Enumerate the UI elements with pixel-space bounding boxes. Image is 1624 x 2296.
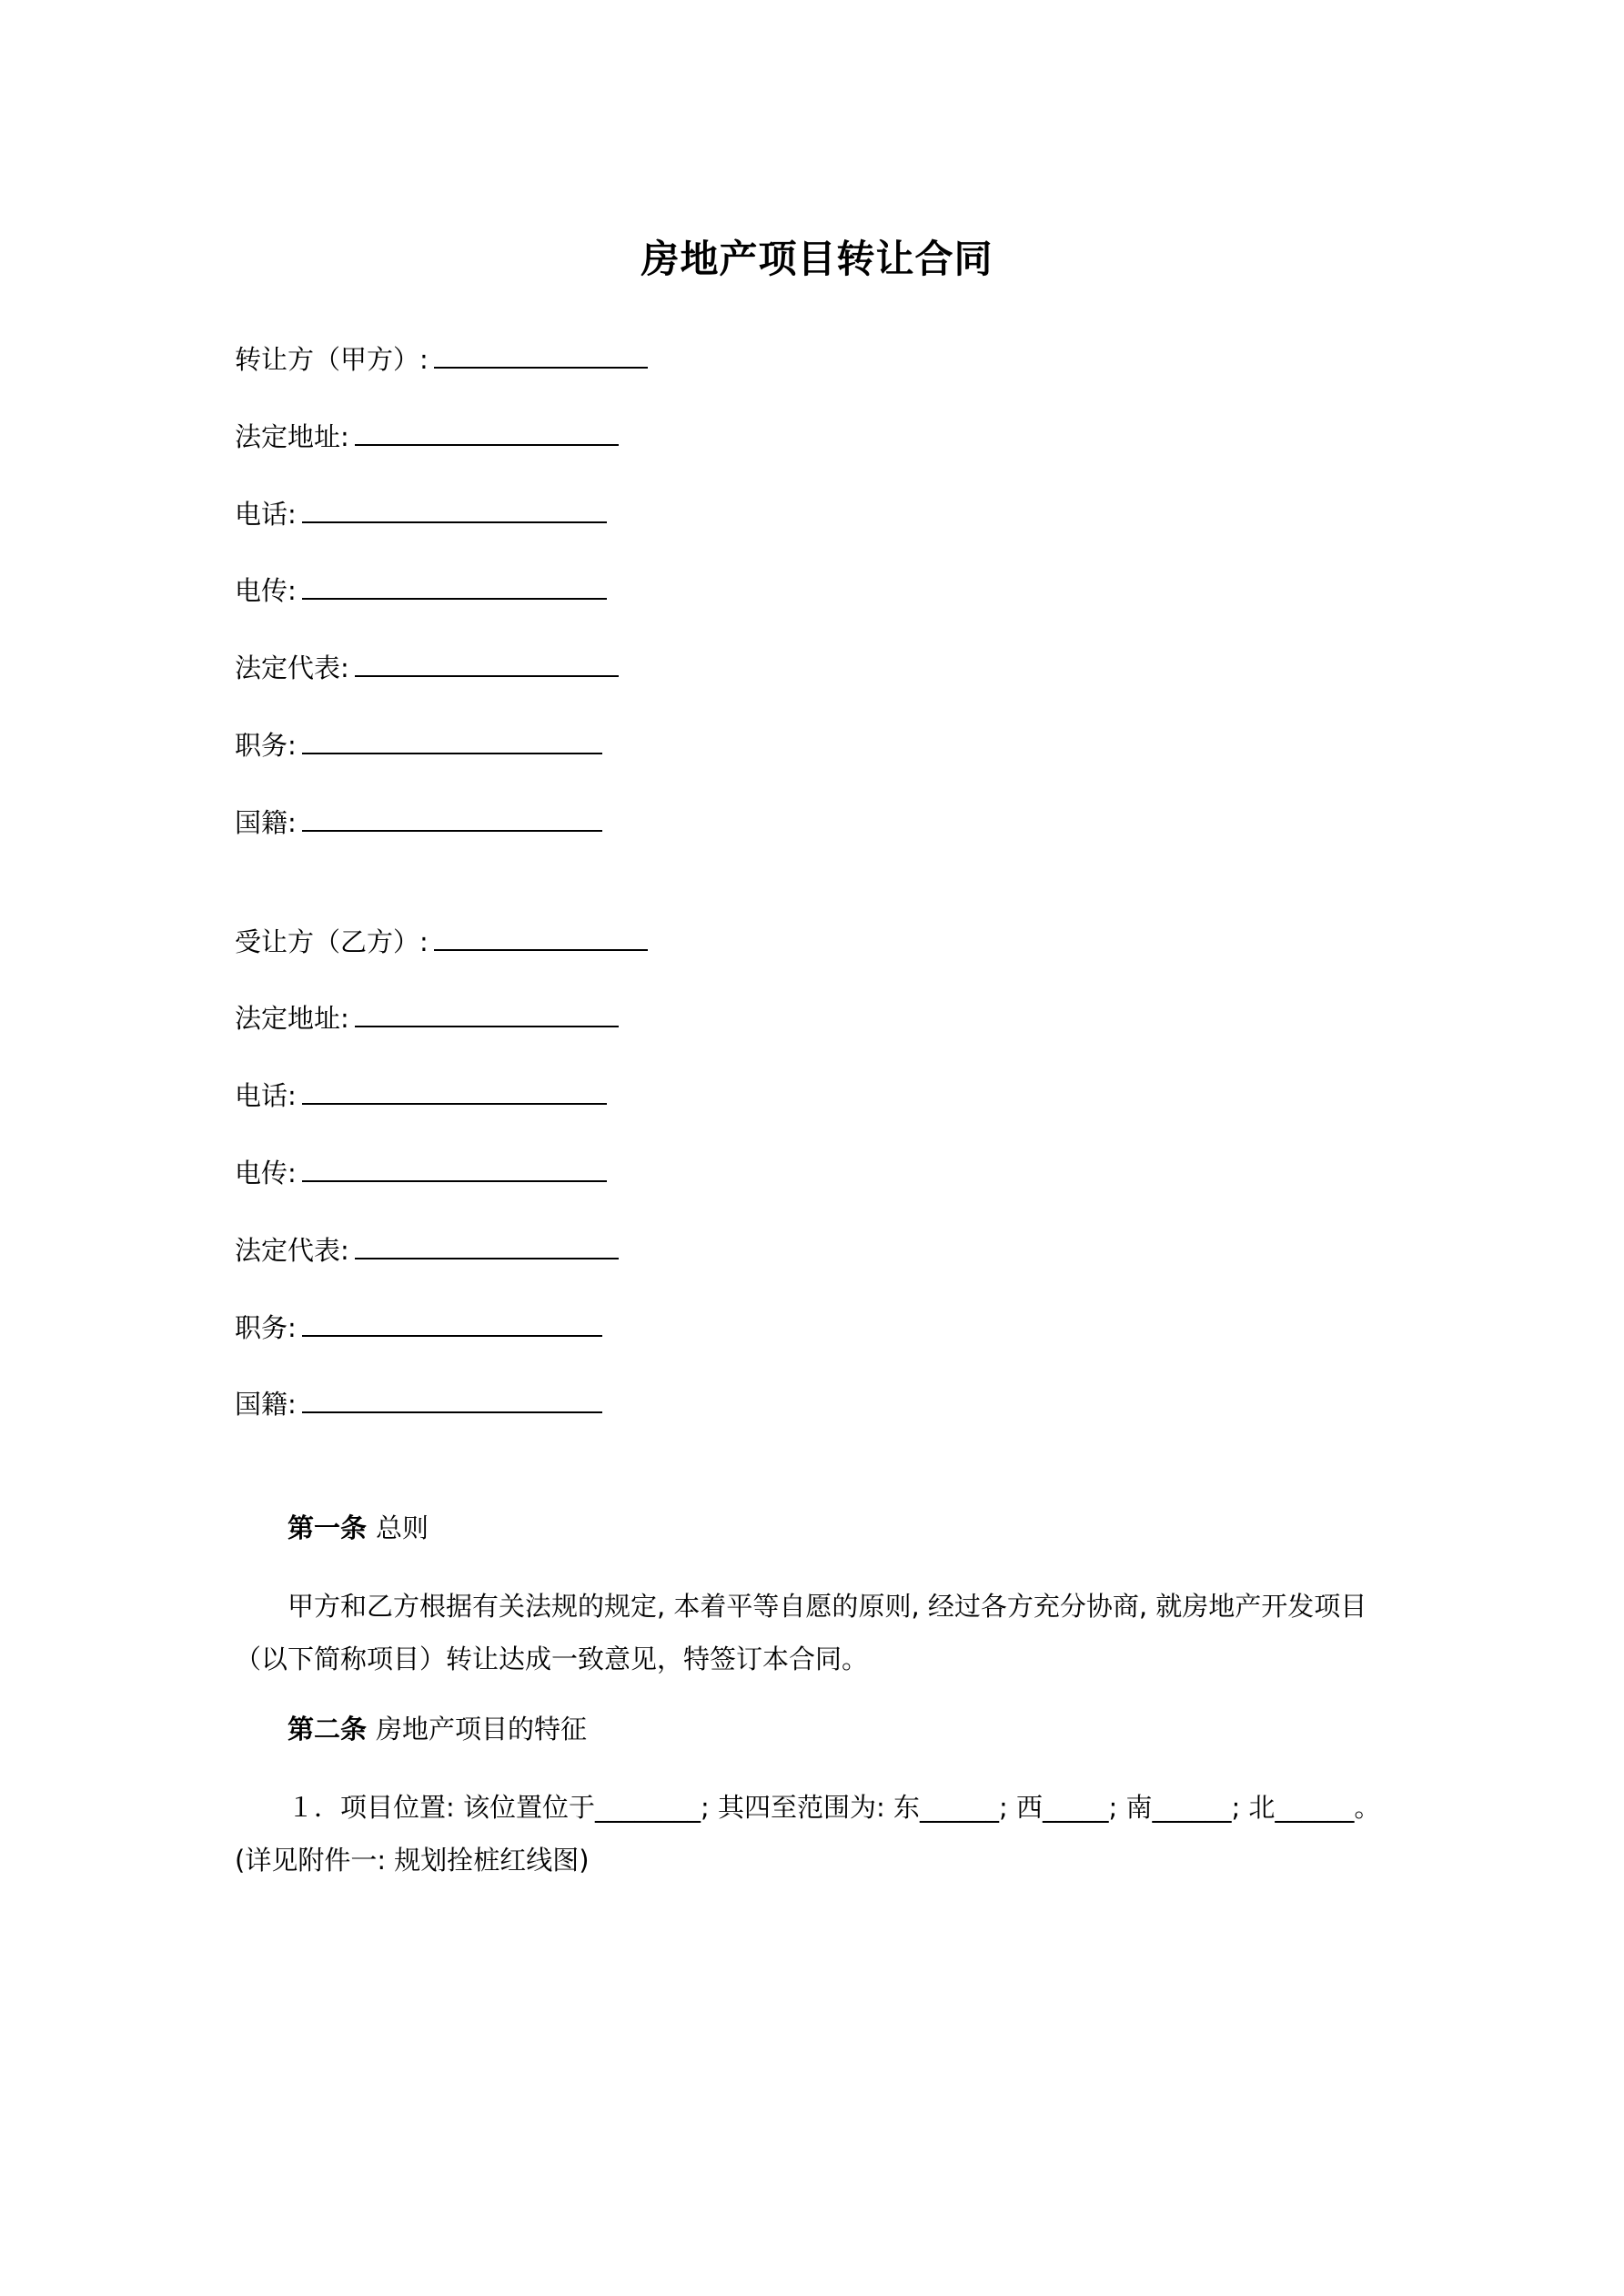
field-label: 国籍: <box>235 806 297 838</box>
field-row <box>235 421 1399 453</box>
field-row <box>235 1003 1399 1035</box>
field-rule[interactable] <box>302 731 602 754</box>
clause-paragraph: 甲方和乙方根据有关法规的规定, 本着平等自愿的原则, 经过各方充分协商, 就房地产开发项目（以下简称项目）转让达成一致意见，特签订本合同。 <box>235 1591 1367 1675</box>
field-rule[interactable] <box>302 808 602 832</box>
field-label: 转让方（甲方）: <box>235 344 429 375</box>
field-rule[interactable] <box>355 1004 619 1027</box>
field-label: 电传: <box>235 575 297 607</box>
field-rule[interactable] <box>302 1390 602 1413</box>
field-label: 电话: <box>235 498 297 530</box>
field-label: 国籍: <box>235 1389 297 1421</box>
field-row <box>235 926 1399 958</box>
field-rule[interactable] <box>302 1158 607 1182</box>
field-row <box>235 575 1399 607</box>
field-row <box>235 1235 1399 1267</box>
document-body <box>235 0 1399 1905</box>
clause-title: 房地产项目的特征 <box>376 1714 588 1745</box>
field-rule[interactable] <box>355 422 619 446</box>
section-divider <box>235 1466 1399 1508</box>
field-row <box>235 1158 1399 1189</box>
field-rule[interactable] <box>302 576 607 600</box>
field-row <box>235 730 1399 762</box>
field-label: 法定地址: <box>235 420 349 452</box>
clause-title: 总则 <box>376 1512 429 1544</box>
field-rule[interactable] <box>355 653 619 677</box>
field-label: 法定代表: <box>235 1234 349 1266</box>
field-row <box>235 1080 1399 1112</box>
field-rule[interactable] <box>434 927 648 951</box>
field-row <box>235 807 1399 839</box>
field-row <box>235 1312 1399 1344</box>
field-label: 职务: <box>235 1311 297 1343</box>
clause-paragraph: １．项目位置: 该位置位于________; 其四至范围为: 东______; 西_____; 南______; 北______。(详见附件一: 规划拴桩红线图) <box>235 1792 1381 1876</box>
field-label: 法定代表: <box>235 652 349 684</box>
clause-heading-1 <box>235 1508 1399 1545</box>
clause-number: 第一条 <box>287 1512 368 1544</box>
field-label: 受让方（乙方）: <box>235 925 429 957</box>
clause-heading-2 <box>235 1709 1399 1746</box>
field-rule[interactable] <box>434 345 648 369</box>
field-row <box>235 652 1399 684</box>
field-row <box>235 344 1399 376</box>
section-divider <box>235 885 1399 926</box>
field-rule[interactable] <box>302 1313 602 1337</box>
field-rule[interactable] <box>302 1081 607 1105</box>
transferor-fields <box>235 344 1399 839</box>
field-rule[interactable] <box>355 1236 619 1259</box>
transferee-fields <box>235 926 1399 1421</box>
field-label: 职务: <box>235 729 297 761</box>
field-label: 电话: <box>235 1080 297 1112</box>
clause-number: 第二条 <box>287 1714 368 1745</box>
field-rule[interactable] <box>302 500 607 523</box>
field-row <box>235 1389 1399 1421</box>
field-row <box>235 499 1399 531</box>
page-title: 房地产项目转让合同 <box>641 237 994 281</box>
field-label: 法定地址: <box>235 1003 349 1035</box>
field-label: 电传: <box>235 1157 297 1188</box>
